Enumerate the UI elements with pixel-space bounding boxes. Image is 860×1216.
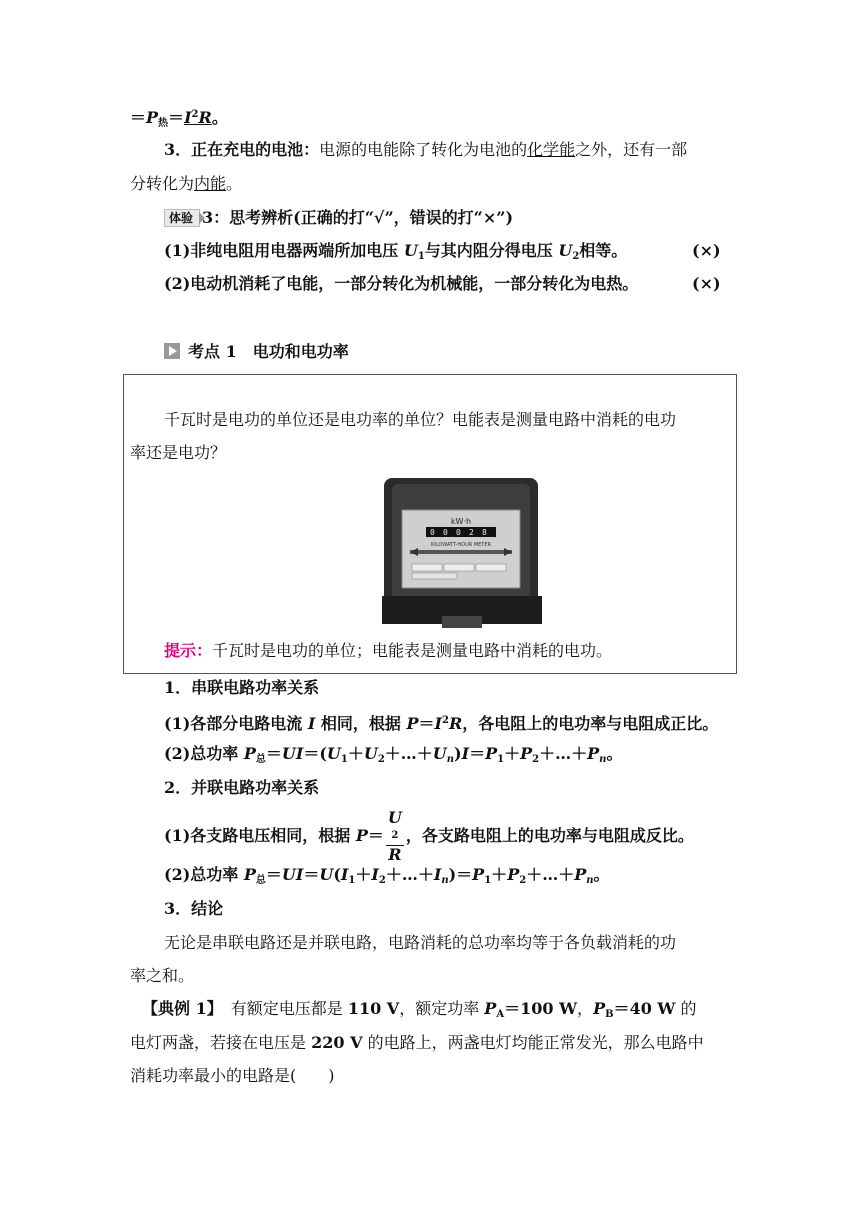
meter-digit: 8 [482,528,487,537]
experience-title: 体验 3：思考辨析(正确的打“√”，错误的打“×”) [164,207,513,229]
meter-caption: KILOWATT-HOUR METER [431,542,491,548]
heading-series: 1．串联电路功率关系 [164,678,320,697]
fraction-u2-over-r: U 2 R [387,808,402,864]
heading-conclusion: 3．结论 [164,899,224,918]
formula-line-heat: $=P_热=I^2R$。 [130,108,228,129]
box-question-line2: 率还是电功？ [130,443,227,462]
example-line3: 消耗功率最小的电路是( ) [130,1066,335,1085]
example-label: 【典例 1】 [142,999,215,1018]
box-hint: 提示：千瓦时是电功的单位；电能表是测量电路中消耗的电功。 [164,641,613,660]
example-line1: 【典例 1】 有额定电压都是 110 V，额定功率 $P_A=100$ W，$P_B=40$ W 的 [142,999,697,1020]
item3-line2: 分转化为内能。 [130,174,243,193]
item3-line1: 3．正在充电的电池：电源的电能除了转化为电池的化学能之外，还有一部 [164,140,688,159]
hint-label: 提示： [164,641,213,660]
meter-digit: 2 [469,528,474,537]
paragraph-series-2: (2)总功率 $P_总=UI=(U_1+U_2+\dots+U_n)I=P_1+P_2+\dots+P_n$。 [164,744,623,765]
experience-q2-mark: (×) [692,274,721,293]
meter-unit-label: kW·h [450,517,472,526]
play-triangle-icon [164,343,180,359]
heading-parallel: 2．并联电路功率关系 [164,778,320,797]
meter-digit: 0 [443,528,448,537]
paragraph-parallel-1: (1)各支路电压相同，根据 P＝ U 2 R ，各支路电阻上的电功率与电阻成反比。 [164,808,694,864]
paragraph-parallel-2: (2)总功率 $P_总=UI=U(I_1+I_2+\dots+I_n)=P_1+P_2+\dots+P_n$。 [164,865,610,886]
conclusion-line2: 率之和。 [130,966,195,985]
experience-q2: (2)电动机消耗了电能，一部分转化为机械能，一部分转化为电热。 [164,274,639,293]
paragraph-series-1: (1)各部分电路电流 I 相同，根据 $P=I^2R$，各电阻上的电功率与电阻成正比。 [164,714,719,733]
meter-digit: 0 [430,528,435,537]
example-line2: 电灯两盏，若接在电压是 220 V 的电路上，两盏电灯均能正常发光，那么电路中 [130,1033,704,1052]
box-question-line1: 千瓦时是电功的单位还是电功率的单位？电能表是测量电路中消耗的电功 [164,410,677,429]
meter-digit: 0 [456,528,461,537]
experience-tag: 体验 [164,209,200,227]
section-heading: 考点 1 电功和电功率 [164,341,349,363]
experience-q1-mark: (×) [692,241,721,260]
conclusion-line1: 无论是串联电路还是并联电路，电路消耗的总功率均等于各负载消耗的功 [164,933,677,952]
electric-meter-photo [382,478,542,628]
experience-q1: (1)非纯电阻用电器两端所加电压 $U_1$与其内阻分得电压 $U_2$相等。 [164,241,628,262]
